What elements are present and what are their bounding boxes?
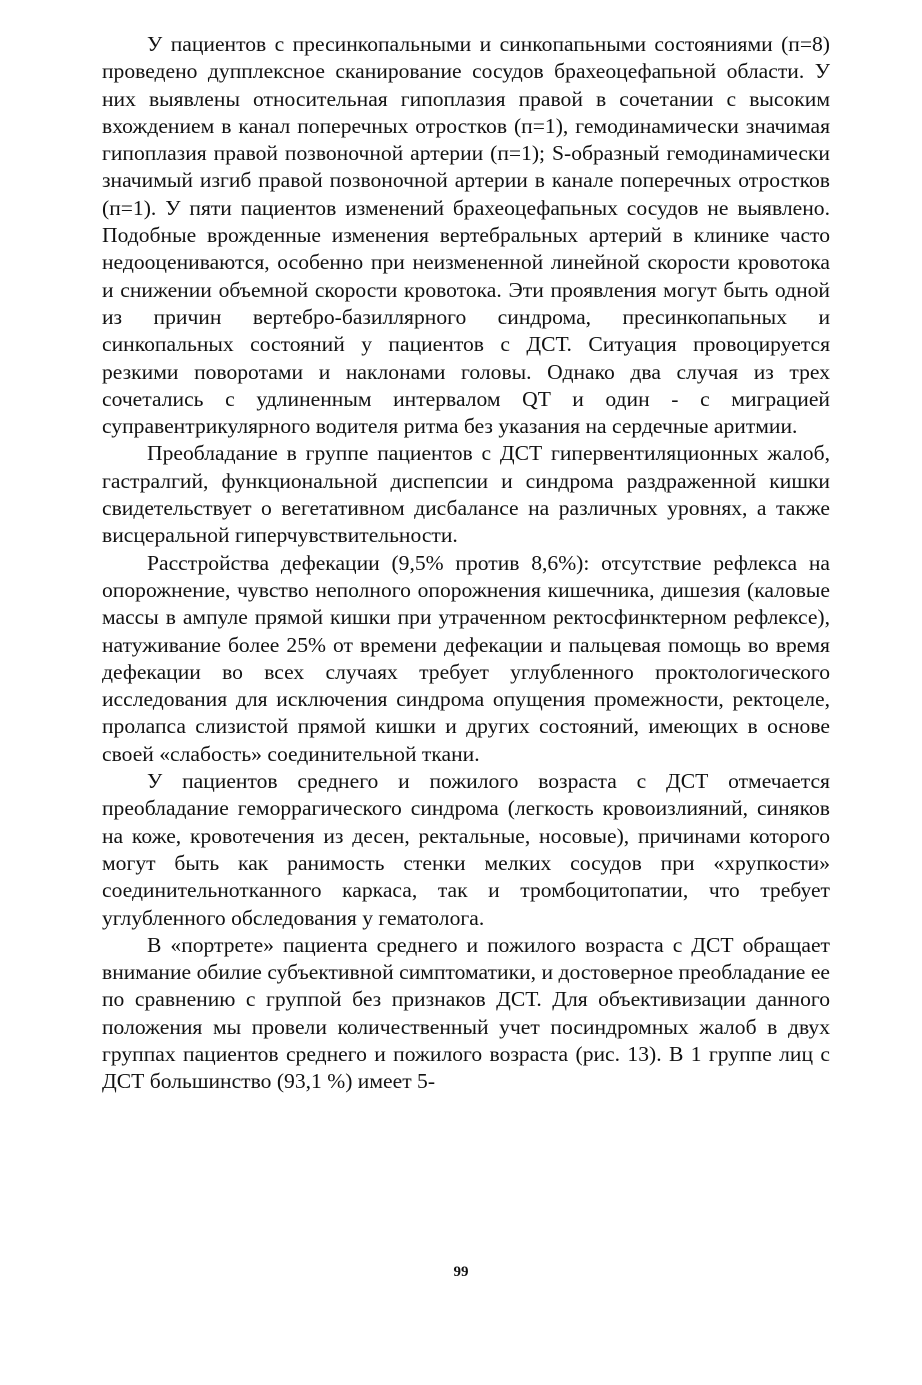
paragraph-2: Преобладание в группе пациентов с ДСТ гипервентиляционных жалоб, гастралгий, функциональной диспепсии и синдрома раздраженной кишки свидетельствует о вегетативном дисбалансе на различных уровнях, а также висцеральной гиперчувствительности. xyxy=(102,441,830,548)
paragraph-3: Расстройства дефекации (9,5% против 8,6%): отсутствие рефлекса на опорожнение, чувство неполного опорожнения кишечника, дишезия (каловые массы в ампуле прямой кишки при утраченном ректосфинктерном рефлексе), натуживание более 25% от времени дефекации и пальцевая помощь во время дефекации во всех случаях требует углубленного проктологического исследования для исключения синдрома опущения промежности, ректоцеле, пролапса слизистой прямой кишки и других состояний, имеющих в основе своей «слабость» соединительной ткани. xyxy=(102,550,830,766)
paragraph-1: У пациентов с пресинкопальными и синкопапьными состояниями (п=8) проведено дупплексное сканирование сосудов брахеоцефапьной области. У них выявлены относительная гипоплазия правой в сочетании с высоким вхождением в канал поперечных отростков (п=1), гемодинамически значимая гипоплазия правой позвоночной артерии (п=1); S-образный гемодинамически значимый изгиб правой позвоночной артерии в канале поперечных отростков (п=1). У пяти пациентов изменений брахеоцефапьных сосудов не выявлено. Подобные врожденные изменения вертебральных артерий в клинике часто недооцениваются, особенно при неизмененной линейной скорости кровотока и снижении объемной скорости кровотока. Эти проявления могут быть одной из причин вертебро-базиллярного синдрома, пресинкопапьных и синкопальных состояний у пациентов с ДСТ. Ситуация провоцируется резкими поворотами и наклонами головы. Однако два случая из трех сочетались с удлиненным интервалом QT и один - с миграцией суправентрикулярного водителя ритма без указания на сердечные аритмии. xyxy=(102,32,830,439)
paragraph-4: У пациентов среднего и пожилого возраста с ДСТ отмечается преобладание геморрагического синдрома (легкость кровоизлияний, синяков на коже, кровотечения из десен, ректальные, носовые), причинами которого могут быть как ранимость стенки мелких сосудов при «хрупкости» соединительнотканного каркаса, так и тромбоцитопатии, что требует углубленного обследования у гематолога. xyxy=(102,769,830,930)
page-number: 99 xyxy=(453,1264,469,1280)
paragraph-5: В «портрете» пациента среднего и пожилого возраста с ДСТ обращает внимание обилие субъективной симптоматики, и достоверное преобладание ее по сравнению с группой без признаков ДСТ. Для объективизации данного положения мы провели количественный учет посиндромных жалоб в двух группах пациентов среднего и пожилого возраста (рис. 13). В 1 группе лиц с ДСТ большинство (93,1 %) имеет 5- xyxy=(102,932,830,1094)
body-text xyxy=(102,31,830,1096)
